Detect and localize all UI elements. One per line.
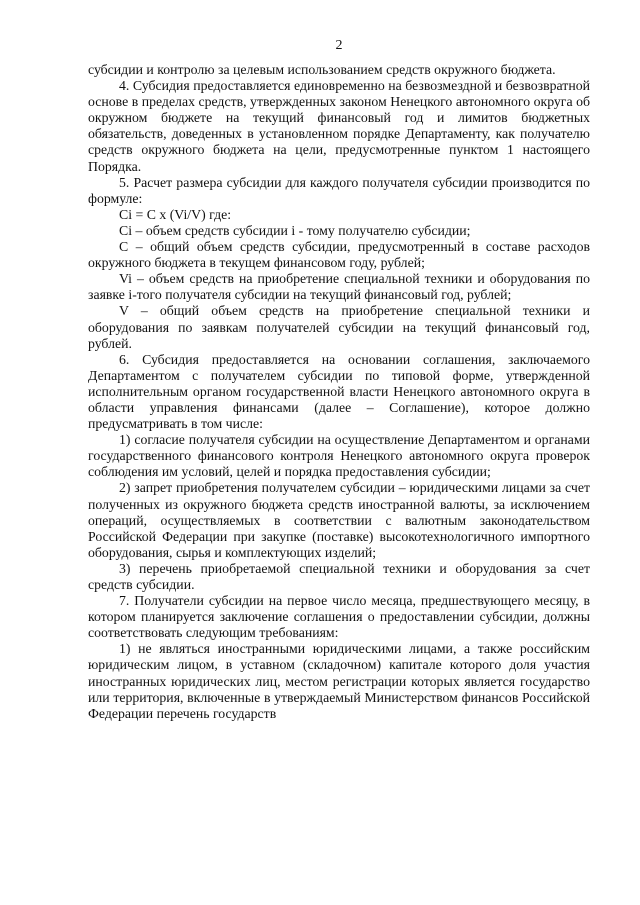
formula-definition-ci: Ci – объем средств субсидии i - тому получателю субсидии; xyxy=(119,222,471,238)
formula-definition-c: C – общий объем средств субсидии, предусмотренный в составе расходов окружного бюджета в текущем финансовом году, рублей; xyxy=(88,239,590,271)
formula-definition-v: V – общий объем средств на приобретение специальной техники и оборудования по заявкам получателей субсидии на текущий финансовый год, рублей. xyxy=(88,303,590,351)
paragraph-item-4: 4. Субсидия предоставляется единовременно на безвозмездной и безвозвратной основе в пределах средств, утвержденных законом Ненецкого автономного округа об окружном бюджете на текущий финансовый год и лимитов бюджетных обязательств, доведенных в установленном порядке Департаменту, как получателю средств окружного бюджета на цели, предусмотренные пунктом 1 настоящего Порядка. xyxy=(88,78,590,174)
subitem-6-2: 2) запрет приобретения получателем субсидии – юридическими лицами за счет полученных из окружного бюджета средств иностранной валюты, за исключением операций, осуществляемых в соответствии с валютным законодательством Российской Федерации при закупке (поставке) высокотехнологичного импортного оборудования, сырья и комплектующих изделий; xyxy=(88,480,590,560)
paragraph-item-7: 7. Получатели субсидии на первое число месяца, предшествующего месяцу, в котором планируется заключение соглашения о предоставлении субсидии, должны соответствовать следующим требованиям: xyxy=(88,593,590,641)
paragraph-item-5: 5. Расчет размера субсидии для каждого получателя субсидии производится по формуле: xyxy=(88,174,590,206)
document-body xyxy=(88,62,590,722)
paragraph-continuation: субсидии и контролю за целевым использованием средств окружного бюджета. xyxy=(88,62,556,77)
paragraph-item-6: 6. Субсидия предоставляется на основании соглашения, заключаемого Департаментом с получателем субсидии по типовой форме, утвержденной исполнительным органом государственной власти Ненецкого автономного округа в области управления финансами (далее – Соглашение), которое должно предусматривать в том числе: xyxy=(88,351,590,432)
formula-line: Ci = C x (Vi/V) где: xyxy=(119,206,232,222)
page-number: 2 xyxy=(335,38,343,53)
subitem-7-1: 1) не являться иностранными юридическими лицами, а также российским юридическим лицом, в уставном (складочном) капитале которого доля участия иностранных юридических лиц, местом регистрации которых является государство или территория, включенные в утверждаемый Министерством финансов Российской Федерации перечень государств xyxy=(88,641,590,721)
formula-definition-vi: Vi – объем средств на приобретение специальной техники и оборудования по заявке i-того получателя субсидии на текущий финансовый год, рублей; xyxy=(88,271,590,303)
subitem-6-3: 3) перечень приобретаемой специальной техники и оборудования за счет средств субсидии. xyxy=(88,560,590,592)
subitem-6-1: 1) согласие получателя субсидии на осуществление Департаментом и органами государственного финансового контроля Ненецкого автономного округа проверок соблюдения им условий, целей и порядка предоставления субсидии; xyxy=(88,432,590,480)
